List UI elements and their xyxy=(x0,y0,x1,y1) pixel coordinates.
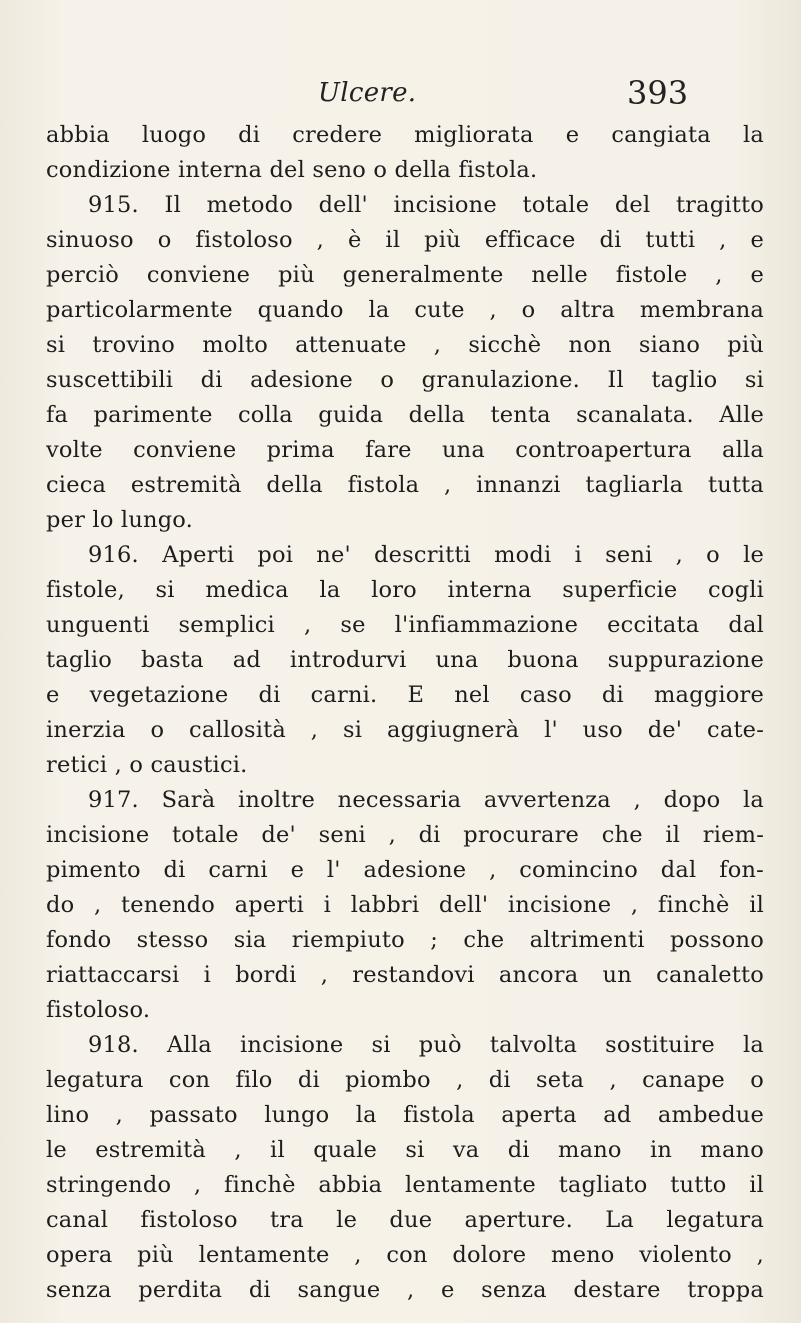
text-line: inerzia o callosità , si aggiugnerà l' uso de' cate- xyxy=(46,717,764,743)
text-line: lino , passato lungo la fistola aperta ad ambedue xyxy=(46,1102,764,1128)
page-number: 393 xyxy=(627,74,689,112)
text-line: incisione totale de' seni , di procurare che il riem- xyxy=(46,822,764,848)
running-head xyxy=(0,72,801,112)
text-line: pimento di carni e l' adesione , comincino dal fon- xyxy=(46,857,764,883)
paragraph-start-918: 918. Alla incisione si può talvolta sostituire la xyxy=(88,1032,764,1058)
text-line: e vegetazione di carni. E nel caso di maggiore xyxy=(46,682,764,708)
text-line: canal fistoloso tra le due aperture. La legatura xyxy=(46,1207,764,1233)
text-line: fondo stesso sia riempiuto ; che altrimenti possono xyxy=(46,927,764,953)
text-line: suscettibili di adesione o granulazione. Il taglio si xyxy=(46,367,764,393)
text-line: taglio basta ad introdurvi una buona suppurazione xyxy=(46,647,764,673)
text-line: abbia luogo di credere migliorata e cangiata la xyxy=(46,122,764,148)
text-line: sinuoso o fistoloso , è il più efficace di tutti , e xyxy=(46,227,764,253)
text-line: unguenti semplici , se l'infiammazione eccitata dal xyxy=(46,612,764,638)
text-line: fa parimente colla guida della tenta scanalata. Alle xyxy=(46,402,764,428)
text-line: condizione interna del seno o della fistola. xyxy=(46,157,538,183)
text-line: perciò conviene più generalmente nelle fistole , e xyxy=(46,262,764,288)
text-line: si trovino molto attenuate , sicchè non siano più xyxy=(46,332,764,358)
text-line: per lo lungo. xyxy=(46,507,194,533)
body-text xyxy=(46,118,764,1308)
paragraph-start-916: 916. Aperti poi ne' descritti modi i seni , o le xyxy=(88,542,764,568)
text-line: do , tenendo aperti i labbri dell' incisione , finchè il xyxy=(46,892,764,918)
text-line: legatura con filo di piombo , di seta , canape o xyxy=(46,1067,764,1093)
running-title: Ulcere. xyxy=(318,78,417,108)
text-line: volte conviene prima fare una controapertura alla xyxy=(46,437,764,463)
text-line: particolarmente quando la cute , o altra membrana xyxy=(46,297,764,323)
paragraph-start-917: 917. Sarà inoltre necessaria avvertenza , dopo la xyxy=(88,787,764,813)
text-line: riattaccarsi i bordi , restandovi ancora un canaletto xyxy=(46,962,764,988)
paragraph-start-915: 915. Il metodo dell' incisione totale del tragitto xyxy=(88,192,764,218)
text-line: retici , o caustici. xyxy=(46,752,248,778)
text-line: fistoloso. xyxy=(46,997,151,1023)
text-line: cieca estremità della fistola , innanzi tagliarla tutta xyxy=(46,472,764,498)
text-line: opera più lentamente , con dolore meno violento , xyxy=(46,1242,764,1268)
text-line: senza perdita di sangue , e senza destare troppa xyxy=(46,1277,764,1303)
text-line: le estremità , il quale si va di mano in mano xyxy=(46,1137,764,1163)
text-line: stringendo , finchè abbia lentamente tagliato tutto il xyxy=(46,1172,764,1198)
text-line: fistole, si medica la loro interna superficie cogli xyxy=(46,577,764,603)
